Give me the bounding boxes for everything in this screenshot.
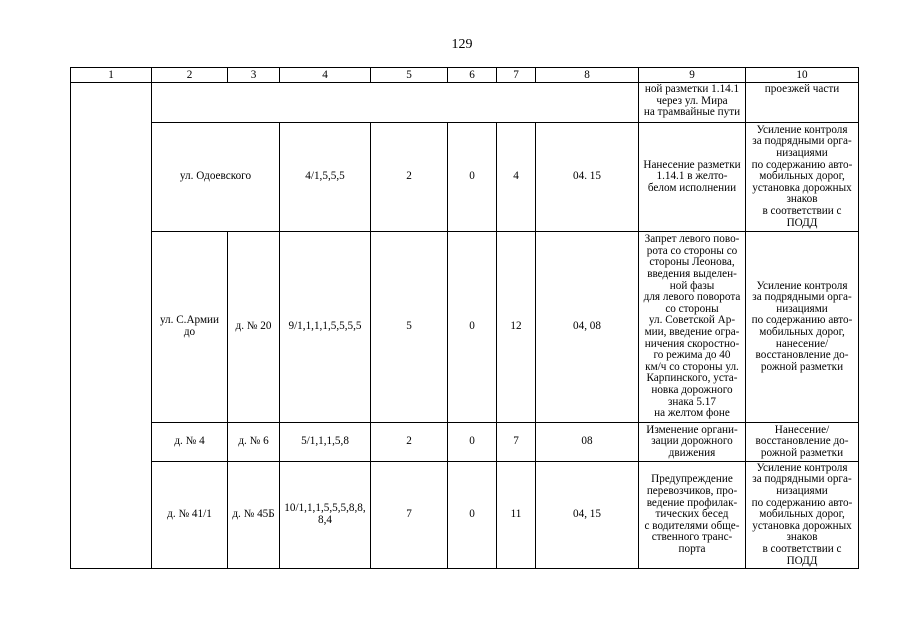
row-5-col-4-cell: 10/1,1,1,5,5,5,8,8, 8,4 xyxy=(280,462,371,569)
row-3-col-9-cell: Запрет левого пово- рота со стороны со стороны Леонова, введения выделен- ной фазы для левого поворота со стороны ул. Советской Ар- мии, введение огра- ничения скоростно- го режима до 40 км/ч со стороны ул. Карпинского, уста- новка дорожного знака 5.17 на желтом фоне xyxy=(639,232,746,423)
row-1-col-9-cell: ной разметки 1.14.1 через ул. Мира на трамвайные пути xyxy=(639,83,746,123)
header-col-5: 5 xyxy=(371,68,448,83)
row-3-col-8-cell: 04, 08 xyxy=(536,232,639,423)
row-4-col-6-cell: 0 xyxy=(448,423,497,462)
header-col-6: 6 xyxy=(448,68,497,83)
table-row-3 xyxy=(71,232,859,423)
row-4-col-7-cell: 7 xyxy=(497,423,536,462)
row-1-cols-2-8-empty-cell xyxy=(152,83,639,123)
row-3-col-7-cell: 12 xyxy=(497,232,536,423)
row-5-col-7-cell: 11 xyxy=(497,462,536,569)
row-4-col-3-cell: д. № 6 xyxy=(228,423,280,462)
document-table xyxy=(70,67,859,569)
header-col-7: 7 xyxy=(497,68,536,83)
row-2-col-10-cell: Усиление контроля за подрядными орга- низациями по содержанию авто- мобильных дорог, установка дорожных знаков в соответствии с ПОДД xyxy=(746,123,859,232)
row-5-col-8-cell: 04, 15 xyxy=(536,462,639,569)
row-2-col-5-cell: 2 xyxy=(371,123,448,232)
table-row-1 xyxy=(71,83,859,123)
header-col-2: 2 xyxy=(152,68,228,83)
row-2-col-9-cell: Нанесение разметки 1.14.1 в желто- белом исполнении xyxy=(639,123,746,232)
row-4-col-9-cell: Изменение органи- зации дорожного движения xyxy=(639,423,746,462)
row-4-col-5-cell: 2 xyxy=(371,423,448,462)
row-3-col-6-cell: 0 xyxy=(448,232,497,423)
header-col-10: 10 xyxy=(746,68,859,83)
row-5-col-10-cell: Усиление контроля за подрядными орга- низациями по содержанию авто- мобильных дорог, установка дорожных знаков в соответствии с ПОДД xyxy=(746,462,859,569)
header-col-8: 8 xyxy=(536,68,639,83)
table-row-5 xyxy=(71,462,859,569)
row-5-col-9-cell: Предупреждение перевозчиков, про- ведение профилак- тических бесед с водителями обще- ственного транс- порта xyxy=(639,462,746,569)
row-5-col-3-cell: д. № 45Б xyxy=(228,462,280,569)
row-4-col-4-cell: 5/1,1,1,5,8 xyxy=(280,423,371,462)
row-2-col-4-cell: 4/1,5,5,5 xyxy=(280,123,371,232)
col-1-merged-cell xyxy=(71,83,152,569)
row-3-col-2-cell: ул. С.Армии до xyxy=(152,232,228,423)
row-3-col-5-cell: 5 xyxy=(371,232,448,423)
row-1-col-10-cell: проезжей части xyxy=(746,83,859,123)
table-row-2 xyxy=(71,123,859,232)
header-col-3: 3 xyxy=(228,68,280,83)
header-row xyxy=(71,68,859,83)
row-4-col-2-cell: д. № 4 xyxy=(152,423,228,462)
header-col-9: 9 xyxy=(639,68,746,83)
row-5-col-5-cell: 7 xyxy=(371,462,448,569)
row-3-col-4-cell: 9/1,1,1,1,5,5,5,5 xyxy=(280,232,371,423)
row-5-col-6-cell: 0 xyxy=(448,462,497,569)
row-2-col-7-cell: 4 xyxy=(497,123,536,232)
row-2-street-cell: ул. Одоевского xyxy=(152,123,280,232)
row-5-col-2-cell: д. № 41/1 xyxy=(152,462,228,569)
row-2-col-6-cell: 0 xyxy=(448,123,497,232)
row-4-col-10-cell: Нанесение/ восстановление до- рожной разметки xyxy=(746,423,859,462)
row-3-col-10-cell: Усиление контроля за подрядными орга- низациями по содержанию авто- мобильных дорог, нанесение/ восстановление до- рожной разметки xyxy=(746,232,859,423)
table-row-4 xyxy=(71,423,859,462)
header-col-4: 4 xyxy=(280,68,371,83)
page-number: 129 xyxy=(451,37,473,52)
row-4-col-8-cell: 08 xyxy=(536,423,639,462)
row-3-col-3-cell: д. № 20 xyxy=(228,232,280,423)
header-col-1: 1 xyxy=(71,68,152,83)
row-2-col-8-cell: 04. 15 xyxy=(536,123,639,232)
